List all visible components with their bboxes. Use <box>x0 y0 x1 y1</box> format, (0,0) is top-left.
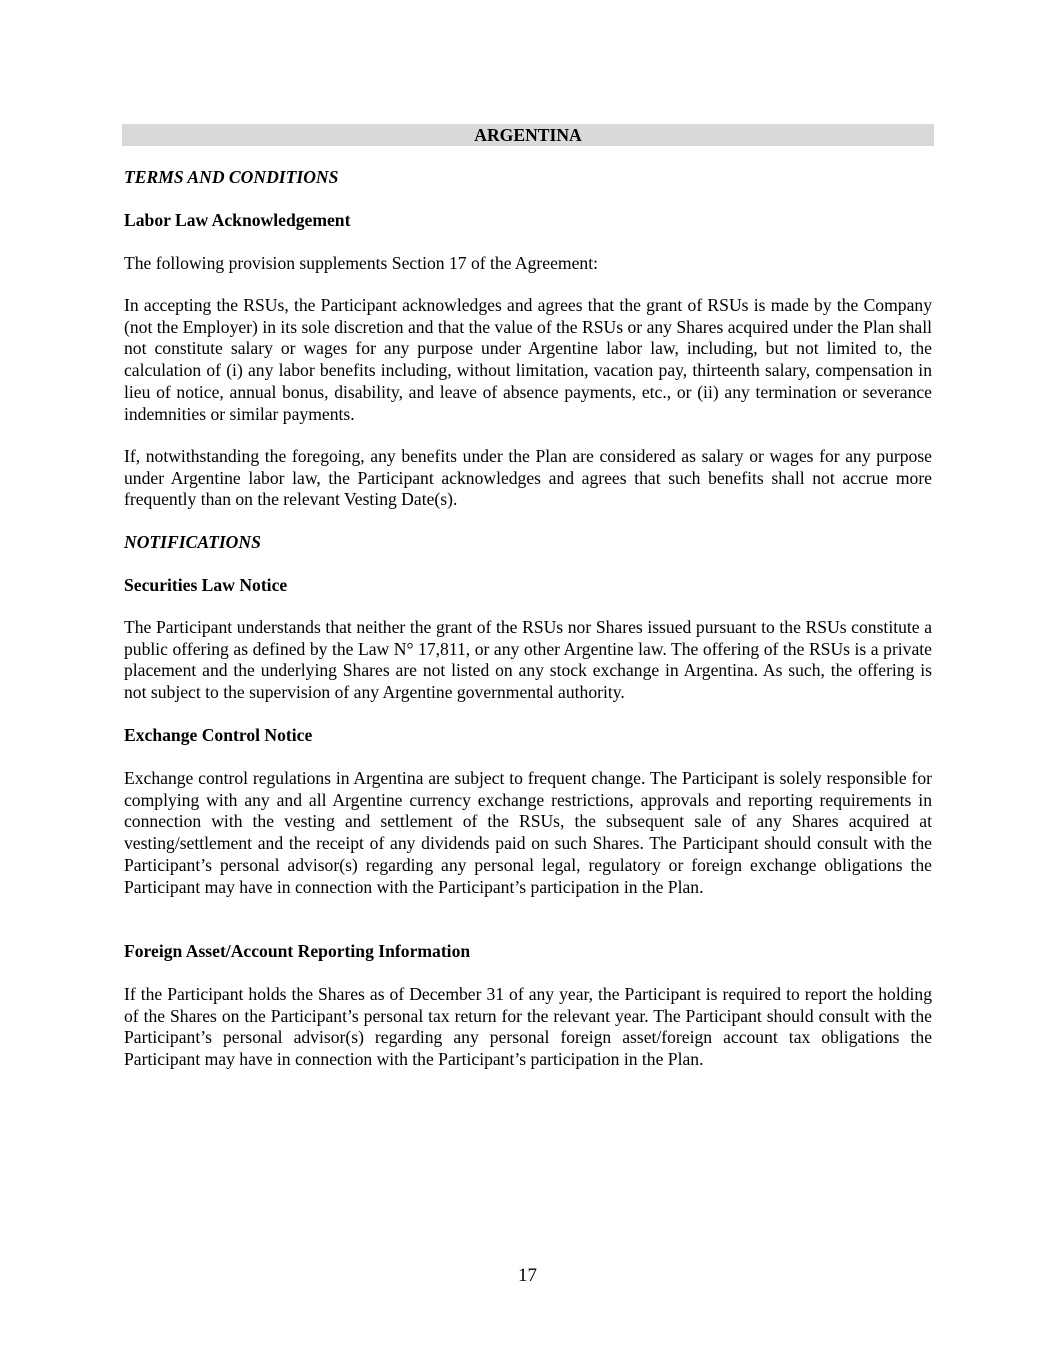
page-number: 17 <box>518 1265 537 1286</box>
terms-and-conditions-title: TERMS AND CONDITIONS <box>124 167 339 187</box>
foreign-asset-heading: Foreign Asset/Account Reporting Information <box>124 941 471 961</box>
foreign-asset-paragraph: If the Participant holds the Shares as of December 31 of any year, the Participant is required to report the holding of the Shares on the Participant’s personal tax return for the relevant year. The Participant should consult with the Participant’s personal advisor(s) regarding any personal foreign asset/foreign account tax obligations the Participant may have in connection with the Participant’s participation in the Plan. <box>124 984 932 1070</box>
securities-law-heading: Securities Law Notice <box>124 575 288 595</box>
exchange-control-heading: Exchange Control Notice <box>124 725 313 745</box>
labor-law-heading: Labor Law Acknowledgement <box>124 210 351 230</box>
notifications-title: NOTIFICATIONS <box>124 532 261 552</box>
labor-law-intro: The following provision supplements Section 17 of the Agreement: <box>124 253 598 273</box>
exchange-control-paragraph: Exchange control regulations in Argentina are subject to frequent change. The Participant is solely responsible for complying with any and all Argentine currency exchange restrictions, approvals and reporting requirements in connection with the vesting and settlement of the RSUs, the subsequent sale of any Shares acquired at vesting/settlement and the receipt of any dividends paid on such Shares. The Participant should consult with the Participant’s personal advisor(s) regarding any personal legal, regulatory or foreign exchange obligations the Participant may have in connection with the Participant’s participation in the Plan. <box>124 768 932 897</box>
labor-law-paragraph-2: If, notwithstanding the foregoing, any benefits under the Plan are considered as salary or wages for any purpose under Argentine labor law, the Participant acknowledges and agrees that such benefits shall not accrue more frequently than on the relevant Vesting Date(s). <box>124 446 932 510</box>
labor-law-paragraph-1: In accepting the RSUs, the Participant acknowledges and agrees that the grant of RSUs is made by the Company (not the Employer) in its sole discretion and that the value of the RSUs or any Shares acquired under the Plan shall not constitute salary or wages for any purpose under Argentine labor law, including, but not limited to, the calculation of (i) any labor benefits including, without limitation, vacation pay, thirteenth salary, compensation in lieu of notice, annual bonus, disability, and leave of absence payments, etc., or (ii) any termination or severance indemnities or similar payments. <box>124 295 932 424</box>
country-heading: ARGENTINA <box>122 124 934 146</box>
securities-law-paragraph: The Participant understands that neither the grant of the RSUs nor Shares issued pursuant to the RSUs constitute a public offering as defined by the Law N° 17,811, or any other Argentine law. The offering of the RSUs is a private placement and the underlying Shares are not listed on any stock exchange in Argentina. As such, the offering is not subject to the supervision of any Argentine governmental authority. <box>124 617 932 703</box>
